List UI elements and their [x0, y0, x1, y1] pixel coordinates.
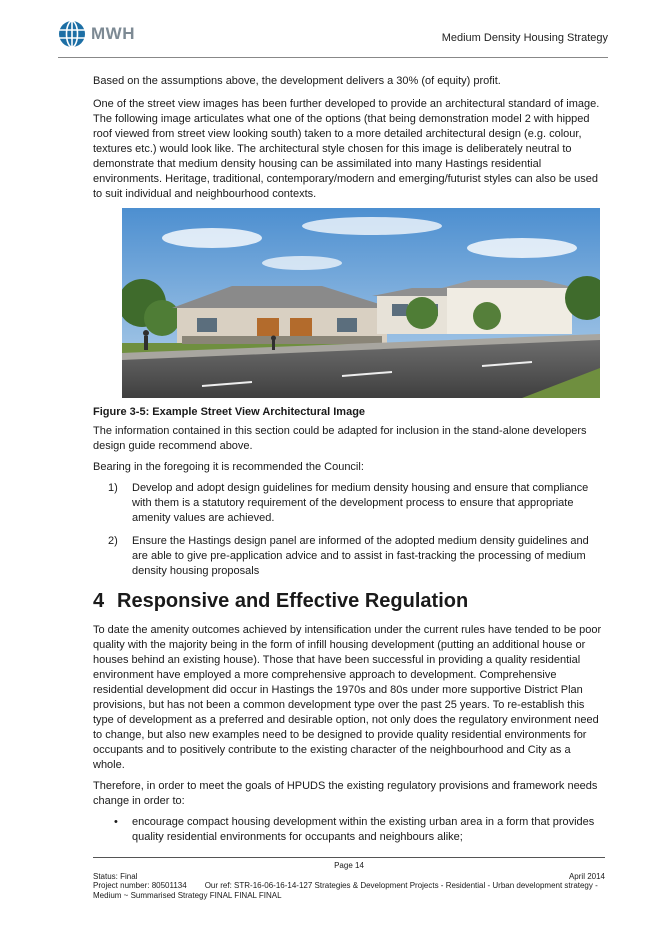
section-title: Responsive and Effective Regulation [117, 590, 469, 612]
footer-divider [93, 857, 605, 858]
status-row [93, 872, 605, 881]
document-title: Medium Density Housing Strategy [441, 32, 608, 44]
project-number: Project number: 80501134 [93, 881, 187, 890]
section-number: 4 [93, 590, 105, 612]
paragraph-recommendation-intro: Bearing in the foregoing it is recommended the Council: [93, 461, 364, 473]
list-item [93, 815, 605, 845]
logo-text: MWH [91, 24, 135, 43]
list-number: 1) [108, 482, 118, 494]
page-header [58, 20, 608, 60]
goals-bullet-list [93, 815, 605, 845]
paragraph-adaptation: The information contained in this section could be adapted for inclusion in the stand-alone developers design guide recommend above. [93, 425, 587, 452]
paragraph-amenity-outcomes: To date the amenity outcomes achieved by intensification under the current rules have tended to be poor quality with the majority being in the form of infill housing development (putting an additional house or houses behind an existing house). Those that have been successful in providing a quality residential environment have employed a more comprehensive approach to development. Comprehensive residential development did occur in Hastings the 1970s and 80s under more supportive District Plan provisions, but has not been a common development type over the past 25 years. To re-establish this type of development as a preferred and desirable option, not only does the regulatory environment need to change, but also new examples need to be designed to provide quality residential environments for occupants and to positively contribute to the existing character of the neighbourhood and City as a whole. [93, 624, 602, 771]
project-reference [93, 881, 605, 901]
our-reference: Our ref: STR-16-06-16-14-127 Strategies & Development Projects - Residential - Urban development strategy - Medium ~ Summarised Strategy FINAL FINAL FINAL [93, 881, 598, 900]
list-item-text: Ensure the Hastings design panel are informed of the adopted medium density guidelines and are able to give pre-application advice and to assist in fast-tracking the processing of medium density housing proposals [132, 535, 589, 577]
page-content [93, 74, 605, 845]
recommendation-list [93, 481, 605, 579]
paragraph-hpuds-goals: Therefore, in order to meet the goals of HPUDS the existing regulatory provisions and framework needs change in order to: [93, 780, 598, 807]
status-text: Status: Final [93, 872, 138, 881]
page-number: Page 14 [334, 861, 364, 870]
bullet-glyph: • [114, 816, 118, 828]
figure-caption: Figure 3-5: Example Street View Architectural Image [93, 406, 366, 418]
street-view-architectural-image [122, 208, 600, 398]
list-item-text: Develop and adopt design guidelines for medium density housing and ensure that compliance with them is a statutory requirement of the development process to ensure that appropriate amenity values are achieved. [132, 482, 589, 524]
list-item [93, 534, 605, 579]
list-number: 2) [108, 535, 118, 547]
section-heading [93, 589, 605, 613]
list-item [93, 481, 605, 526]
date-text: April 2014 [568, 872, 605, 881]
page-footer [93, 857, 605, 901]
list-item-text: encourage compact housing development within the existing urban area in a form that provides quality residential environments for occupants and neighbours alike; [132, 816, 595, 843]
mwh-logo [58, 20, 135, 48]
paragraph-profit: Based on the assumptions above, the development delivers a 30% (of equity) profit. [93, 75, 501, 87]
globe-logo-icon [58, 20, 86, 48]
header-divider [58, 57, 608, 58]
paragraph-street-view: One of the street view images has been further developed to provide an architectural standard of image. The following image articulates what one of the options (that being demonstration model 2 with hipped roof viewed from street view looking south) taken to a more detailed architectural design (e.g. colour, textures etc.) would look like. The architectural style chosen for this image is deliberately neutral to demonstrate that medium density housing can be assimilated into many Hastings residential environments. Heritage, traditional, contemporary/modern and emerging/futurist styles can also be used to suit individual and neighbourhood contexts. [93, 98, 600, 200]
